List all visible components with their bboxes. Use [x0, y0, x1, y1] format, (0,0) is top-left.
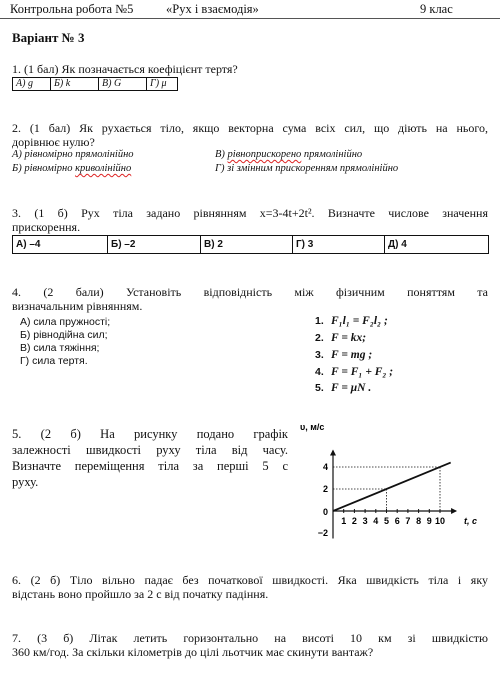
- chart-x-tick-label-7: 7: [405, 516, 411, 526]
- question-6-line1: 6. (2 б) Тіло вільно падає без початкової швидкості. Яка швидкість тіла і яку: [12, 573, 488, 587]
- question-1-options: [12, 77, 178, 91]
- question-7-line1: 7. (3 б) Літак летить горизонтально на висоті 10 км зі швидкістю: [12, 631, 488, 645]
- header-title: Контрольна робота №5: [10, 2, 134, 16]
- q4-formula-2-expr: F = kx;: [331, 332, 367, 344]
- chart-y-axis-label: υ, м/с: [300, 422, 325, 432]
- chart-y-tick-label-0: 4: [322, 462, 328, 472]
- q2-option-c-label: В): [215, 149, 225, 160]
- chart-x-tick-label-6: 6: [394, 516, 400, 526]
- q2-option-b-spellcheck-word: криволінійно: [75, 163, 132, 174]
- header-grade: 9 клас: [420, 2, 453, 16]
- q1-option-b[interactable]: Б) k: [51, 78, 99, 90]
- q2-option-b[interactable]: [12, 163, 131, 174]
- q4-formula-4: [315, 366, 393, 378]
- chart-x-tick-label-8: 8: [416, 516, 422, 526]
- question-4-line1: 4. (2 бали) Установіть відповідність між фізичним поняттям та: [12, 285, 488, 299]
- q4-formula-3-number: 3.: [315, 349, 324, 361]
- chart-x-tick-label-1: 1: [341, 516, 347, 526]
- q2-option-c-spellcheck-word: рівноприскорено: [227, 149, 302, 160]
- question-7-line2: 360 км/год. За скільки кілометрів до цілі льотчик має скинути вантаж?: [12, 645, 374, 659]
- q1-option-d[interactable]: Г) μ: [150, 78, 167, 89]
- chart-x-tick-label-9: 9: [426, 516, 432, 526]
- chart-x-tick-label-5: 5: [383, 516, 390, 526]
- q4-formula-4-expr: F = F₁ + F₂ ;: [331, 366, 394, 378]
- chart-x-tick-label-3: 3: [362, 516, 368, 526]
- chart-y-tick-label-1: 2: [322, 484, 328, 494]
- header-divider: [0, 18, 500, 19]
- q4-concept-c: В) сила тяжіння;: [20, 342, 100, 354]
- question-5-line1: 5. (2 б) На рисунку подано графік: [12, 427, 288, 441]
- q2-option-d[interactable]: [215, 163, 398, 174]
- question-2-line2: дорівнює нулю?: [12, 135, 95, 149]
- header-topic: «Рух і взаємодія»: [166, 2, 259, 16]
- q4-concept-a: А) сила пружності;: [20, 316, 111, 328]
- chart-x-tick-label-4: 4: [373, 516, 379, 526]
- q2-option-c-text: прямолінійно: [301, 149, 363, 160]
- q4-formula-1-expr: F₁l₁ = F₂l₂ ;: [331, 315, 388, 327]
- chart-x-axis-label: t, c: [464, 516, 478, 526]
- chart-series-line-1: [333, 463, 451, 511]
- q4-formula-2: [315, 332, 366, 344]
- chart-y-tick-label-3: −2: [317, 528, 328, 538]
- chart-x-axis-arrow: [451, 508, 457, 514]
- question-3-line1: 3. (1 б) Рух тіла задано рівнянням х=3-4t+2t². Визначте числове значення: [12, 206, 488, 220]
- q4-formula-1: [315, 315, 388, 327]
- question-5-line4: руху.: [12, 475, 39, 489]
- chart-y-tick-label-2: 0: [322, 507, 328, 517]
- q2-option-d-label: Г): [215, 163, 225, 174]
- question-4-line2: визначальним рівнянням.: [12, 299, 143, 313]
- q2-option-b-text: рівномірно: [24, 163, 76, 174]
- question-3-options: [12, 235, 489, 254]
- variant-title: Варіант № 3: [12, 30, 85, 45]
- q3-option-d[interactable]: Г) 3: [293, 236, 385, 253]
- chart-x-tick-label-2: 2: [351, 516, 357, 526]
- q3-option-b[interactable]: Б) –2: [108, 236, 201, 253]
- q4-formula-5: [315, 382, 371, 394]
- question-1-text: 1. (1 бал) Як позначається коефіцієнт тертя?: [12, 62, 238, 76]
- question-6-line2: відстань воно пройшло за 2 с від початку падіння.: [12, 587, 269, 601]
- q2-option-a[interactable]: [12, 149, 134, 160]
- q4-formula-1-number: 1.: [315, 315, 324, 327]
- chart-y-axis-arrow: [330, 450, 336, 456]
- question-3-line2: прискорення.: [12, 220, 81, 234]
- q3-option-c[interactable]: В) 2: [201, 236, 293, 253]
- question-5-line2: залежності швидкості руху тіла від часу.: [12, 443, 288, 457]
- q1-option-c[interactable]: В) G: [99, 78, 147, 90]
- q1-option-a[interactable]: А) g: [13, 78, 51, 90]
- q2-option-b-label: Б): [12, 163, 22, 174]
- q4-concept-d: Г) сила тертя.: [20, 355, 88, 367]
- q2-option-d-text: зі змінним прискоренням прямолінійно: [227, 163, 399, 174]
- q4-formula-2-number: 2.: [315, 332, 324, 344]
- velocity-time-chart: [296, 418, 492, 548]
- question-2-line1: 2. (1 бал) Як рухається тіло, якщо векторна сума всіх сил, що діють на нього,: [12, 121, 488, 135]
- q4-formula-3-expr: F = mg ;: [331, 349, 373, 361]
- q4-formula-5-expr: F = μN .: [331, 382, 372, 394]
- q3-option-e[interactable]: Д) 4: [388, 239, 407, 250]
- q4-formula-5-number: 5.: [315, 382, 324, 394]
- q4-formula-3: [315, 349, 372, 361]
- q2-option-a-text: рівномірно прямолінійно: [24, 149, 134, 160]
- q2-option-a-label: А): [12, 149, 22, 160]
- chart-x-tick-label-10: 10: [434, 516, 446, 526]
- q2-option-c[interactable]: [215, 149, 362, 160]
- q4-formula-4-number: 4.: [315, 366, 324, 378]
- q3-option-a[interactable]: А) –4: [13, 236, 108, 253]
- question-5-line3: Визначте переміщення тіла за перші 5 с: [12, 459, 288, 473]
- q4-concept-b: Б) рівнодійна сил;: [20, 329, 108, 341]
